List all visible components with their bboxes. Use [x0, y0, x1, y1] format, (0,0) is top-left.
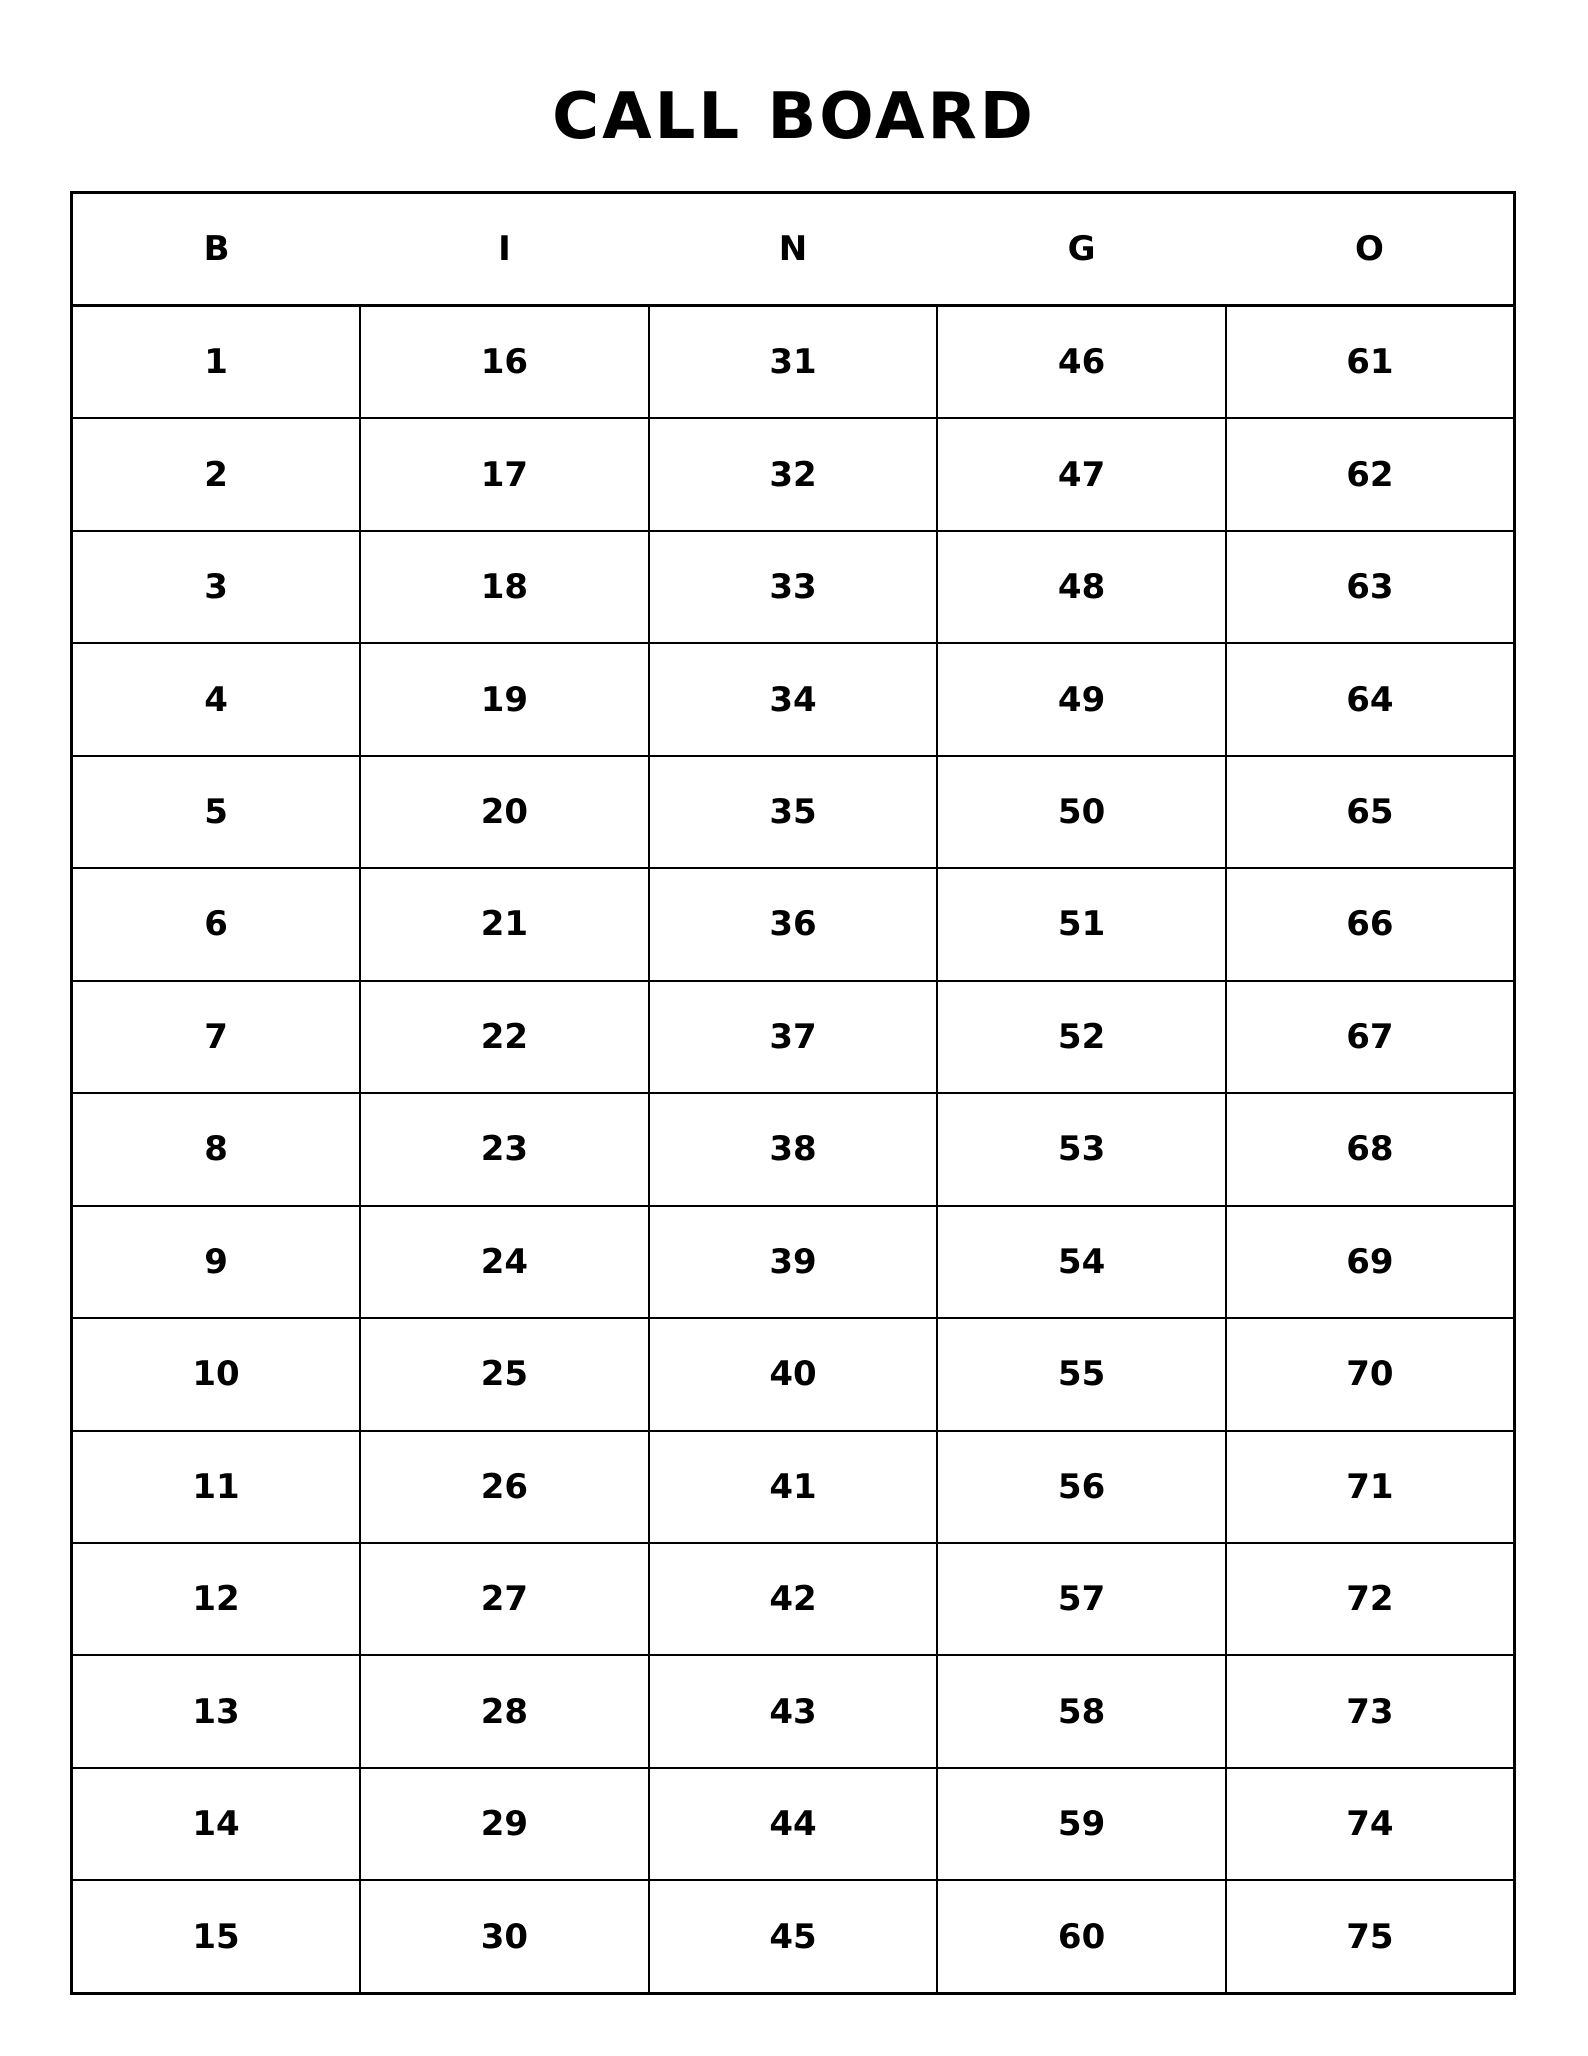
number-cell-i: 26 [360, 1431, 649, 1543]
call-board-table [70, 191, 1516, 1995]
number-cell-i: 30 [360, 1880, 649, 1993]
number-cell-b: 1 [72, 306, 361, 419]
number-cell-o: 64 [1226, 643, 1515, 755]
number-cell-b: 8 [72, 1093, 361, 1205]
number-cell-g: 54 [937, 1206, 1226, 1318]
number-cell-i: 27 [360, 1543, 649, 1655]
number-cell-i: 24 [360, 1206, 649, 1318]
number-cell-i: 25 [360, 1318, 649, 1430]
number-cell-n: 34 [649, 643, 938, 755]
number-cell-g: 53 [937, 1093, 1226, 1205]
table-row [72, 756, 1515, 868]
table-row [72, 1318, 1515, 1430]
number-cell-n: 43 [649, 1655, 938, 1767]
number-cell-o: 72 [1226, 1543, 1515, 1655]
number-cell-g: 50 [937, 756, 1226, 868]
number-cell-o: 61 [1226, 306, 1515, 419]
table-row [72, 981, 1515, 1093]
table-row [72, 1431, 1515, 1543]
number-cell-b: 13 [72, 1655, 361, 1767]
table-row [72, 1880, 1515, 1993]
number-cell-n: 33 [649, 531, 938, 643]
number-cell-b: 5 [72, 756, 361, 868]
number-cell-g: 52 [937, 981, 1226, 1093]
header-row [72, 193, 1515, 306]
table-row [72, 1543, 1515, 1655]
number-cell-n: 39 [649, 1206, 938, 1318]
number-cell-i: 29 [360, 1768, 649, 1880]
number-cell-g: 49 [937, 643, 1226, 755]
table-row [72, 531, 1515, 643]
number-cell-g: 48 [937, 531, 1226, 643]
number-cell-n: 37 [649, 981, 938, 1093]
page-title: CALL BOARD [552, 80, 1036, 154]
number-cell-b: 2 [72, 418, 361, 530]
table-row [72, 643, 1515, 755]
number-cell-b: 12 [72, 1543, 361, 1655]
number-cell-i: 20 [360, 756, 649, 868]
column-header-i: I [360, 193, 649, 306]
number-cell-i: 17 [360, 418, 649, 530]
number-cell-b: 11 [72, 1431, 361, 1543]
table-row [72, 1093, 1515, 1205]
number-cell-g: 46 [937, 306, 1226, 419]
number-cell-g: 59 [937, 1768, 1226, 1880]
number-cell-o: 68 [1226, 1093, 1515, 1205]
number-cell-o: 66 [1226, 868, 1515, 980]
table-row [72, 1655, 1515, 1767]
number-cell-o: 63 [1226, 531, 1515, 643]
number-cell-n: 38 [649, 1093, 938, 1205]
number-cell-n: 31 [649, 306, 938, 419]
number-cell-n: 36 [649, 868, 938, 980]
column-header-o: O [1226, 193, 1515, 306]
number-cell-o: 73 [1226, 1655, 1515, 1767]
call-board-body [72, 306, 1515, 1994]
number-cell-o: 65 [1226, 756, 1515, 868]
number-cell-g: 47 [937, 418, 1226, 530]
number-cell-n: 35 [649, 756, 938, 868]
number-cell-n: 40 [649, 1318, 938, 1430]
number-cell-n: 42 [649, 1543, 938, 1655]
number-cell-g: 58 [937, 1655, 1226, 1767]
table-row [72, 868, 1515, 980]
number-cell-i: 28 [360, 1655, 649, 1767]
number-cell-b: 4 [72, 643, 361, 755]
number-cell-i: 21 [360, 868, 649, 980]
number-cell-g: 51 [937, 868, 1226, 980]
number-cell-b: 3 [72, 531, 361, 643]
number-cell-i: 16 [360, 306, 649, 419]
number-cell-o: 69 [1226, 1206, 1515, 1318]
number-cell-o: 74 [1226, 1768, 1515, 1880]
column-header-b: B [72, 193, 361, 306]
table-row [72, 418, 1515, 530]
number-cell-i: 18 [360, 531, 649, 643]
number-cell-b: 14 [72, 1768, 361, 1880]
number-cell-b: 9 [72, 1206, 361, 1318]
number-cell-i: 22 [360, 981, 649, 1093]
number-cell-n: 45 [649, 1880, 938, 1993]
number-cell-g: 57 [937, 1543, 1226, 1655]
table-row [72, 1206, 1515, 1318]
number-cell-o: 62 [1226, 418, 1515, 530]
number-cell-i: 19 [360, 643, 649, 755]
number-cell-g: 60 [937, 1880, 1226, 1993]
number-cell-o: 71 [1226, 1431, 1515, 1543]
call-board-header [72, 193, 1515, 306]
table-row [72, 306, 1515, 419]
number-cell-o: 70 [1226, 1318, 1515, 1430]
number-cell-n: 32 [649, 418, 938, 530]
column-header-n: N [649, 193, 938, 306]
number-cell-o: 67 [1226, 981, 1515, 1093]
number-cell-g: 55 [937, 1318, 1226, 1430]
number-cell-b: 10 [72, 1318, 361, 1430]
number-cell-n: 44 [649, 1768, 938, 1880]
number-cell-i: 23 [360, 1093, 649, 1205]
number-cell-g: 56 [937, 1431, 1226, 1543]
number-cell-n: 41 [649, 1431, 938, 1543]
number-cell-b: 15 [72, 1880, 361, 1993]
table-row [72, 1768, 1515, 1880]
number-cell-b: 7 [72, 981, 361, 1093]
number-cell-b: 6 [72, 868, 361, 980]
column-header-g: G [937, 193, 1226, 306]
number-cell-o: 75 [1226, 1880, 1515, 1993]
